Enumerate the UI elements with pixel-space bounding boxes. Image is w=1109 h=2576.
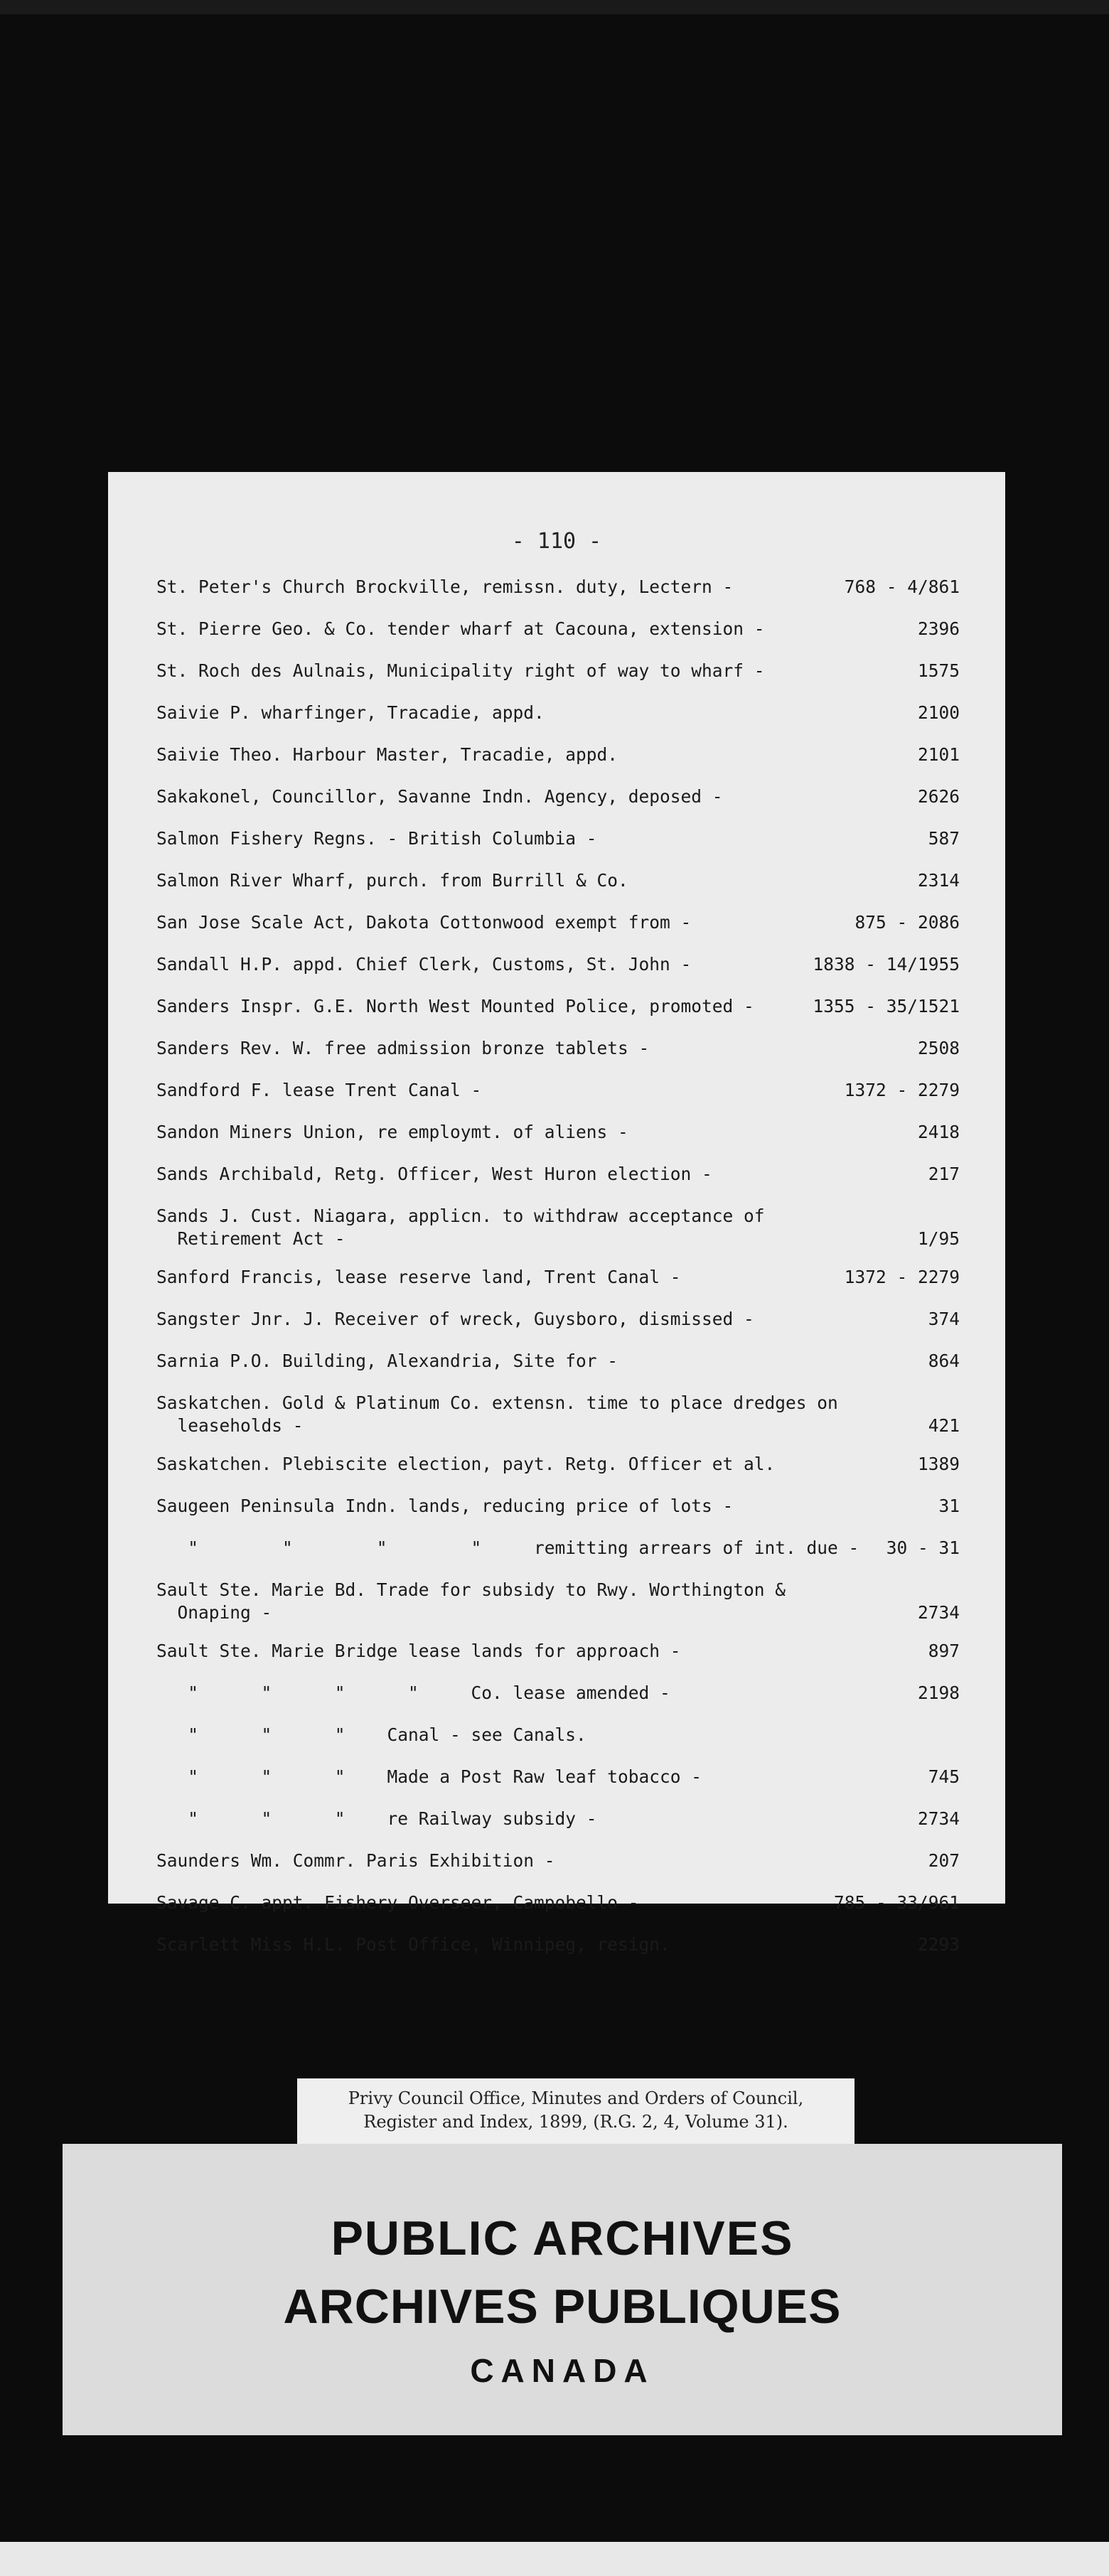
entry-text: Sanders Inspr. G.E. North West Mounted Police, promoted -	[156, 996, 754, 1016]
entry-text: Sands J. Cust. Niagara, applicn. to withdraw acceptance of Retirement Act -	[156, 1206, 765, 1249]
entry-reference: 1/95	[917, 1228, 960, 1249]
index-entry	[156, 1808, 960, 1830]
film-border-top	[0, 0, 1109, 14]
entry-reference: 2101	[917, 744, 960, 765]
entry-reference: 1575	[917, 660, 960, 681]
entry-text: Sands Archibald, Retg. Officer, West Huron election -	[156, 1164, 712, 1184]
entry-reference: 875 - 2086	[854, 912, 960, 933]
entry-text: Scarlett Miss H.L. Post Office, Winnipeg, resign.	[156, 1934, 670, 1955]
entry-text: Salmon River Wharf, purch. from Burrill & Co.	[156, 870, 628, 891]
entry-text: St. Pierre Geo. & Co. tender wharf at Cacouna, extension -	[156, 618, 765, 639]
entry-reference: 2396	[917, 618, 960, 639]
index-entry	[156, 618, 960, 640]
entry-text: " " " " remitting arrears of int. due -	[156, 1537, 859, 1558]
entry-text: " " " re Railway subsidy -	[156, 1808, 597, 1829]
entry-text: Sandford F. lease Trent Canal -	[156, 1080, 482, 1100]
index-entry	[156, 1079, 960, 1102]
entry-reference: 2626	[917, 786, 960, 807]
entry-text: Saskatchen. Plebiscite election, payt. Retg. Officer et al.	[156, 1454, 776, 1474]
stamp-line-1: PUBLIC ARCHIVES	[331, 2211, 794, 2265]
entry-reference: 1838 - 14/1955	[813, 954, 960, 975]
entry-reference: 1389	[917, 1454, 960, 1474]
archives-stamp	[63, 2144, 1062, 2435]
index-entry	[156, 1724, 960, 1746]
index-entry	[156, 869, 960, 892]
entry-reference: 30 - 31	[886, 1537, 960, 1558]
index-entry	[156, 953, 960, 976]
entry-text: San Jose Scale Act, Dakota Cottonwood exempt from -	[156, 912, 692, 933]
entry-text: Saivie Theo. Harbour Master, Tracadie, appd.	[156, 744, 618, 765]
entry-reference: 374	[928, 1309, 960, 1329]
index-entry	[156, 1392, 960, 1437]
entry-text: Sandon Miners Union, re employmt. of aliens -	[156, 1122, 628, 1142]
film-border-bottom	[0, 2542, 1109, 2576]
entry-reference: 2508	[917, 1038, 960, 1058]
entry-text: Sanders Rev. W. free admission bronze tablets -	[156, 1038, 650, 1058]
entry-reference: 217	[928, 1164, 960, 1184]
index-entry	[156, 1537, 960, 1560]
entry-reference: 768 - 4/861	[844, 576, 960, 597]
archive-caption	[297, 2078, 854, 2144]
caption-line-2: Register and Index, 1899, (R.G. 2, 4, Volume 31).	[363, 2112, 788, 2132]
entry-text: Saivie P. wharfinger, Tracadie, appd.	[156, 702, 545, 723]
index-entry	[156, 744, 960, 766]
index-entry	[156, 1640, 960, 1663]
ledger-page	[108, 472, 1005, 1955]
entry-reference: 1355 - 35/1521	[813, 996, 960, 1016]
entry-text: Saugeen Peninsula Indn. lands, reducing price of lots -	[156, 1496, 734, 1516]
index-entry	[156, 660, 960, 682]
page-number: - 110 -	[511, 529, 602, 554]
entry-text: " " " Made a Post Raw leaf tobacco -	[156, 1766, 702, 1787]
entry-text: Sangster Jnr. J. Receiver of wreck, Guysboro, dismissed -	[156, 1309, 754, 1329]
entry-text: St. Peter's Church Brockville, remissn. duty, Lectern -	[156, 576, 734, 597]
entry-text: Sakakonel, Councillor, Savanne Indn. Agency, deposed -	[156, 786, 723, 807]
entry-reference: 421	[928, 1415, 960, 1436]
entry-text: Sandall H.P. appd. Chief Clerk, Customs, St. John -	[156, 954, 692, 975]
entry-reference: 745	[928, 1766, 960, 1787]
index-entry	[156, 1205, 960, 1250]
entry-reference: 1372 - 2279	[844, 1267, 960, 1287]
index-entry	[156, 1453, 960, 1476]
entry-reference: 2734	[917, 1808, 960, 1829]
entry-text: " " " " Co. lease amended -	[156, 1683, 670, 1703]
index-entry	[156, 1682, 960, 1705]
index-entry	[156, 1308, 960, 1331]
index-entry	[156, 827, 960, 850]
entry-reference: 2293	[917, 1934, 960, 1955]
entry-text: Savage C. appt. Fishery Overseer, Campobello -	[156, 1892, 639, 1913]
stamp-line-2: ARCHIVES PUBLIQUES	[283, 2280, 842, 2334]
entry-text: Sarnia P.O. Building, Alexandria, Site for -	[156, 1351, 618, 1371]
entry-text: " " " Canal - see Canals.	[156, 1724, 586, 1745]
caption-line-1: Privy Council Office, Minutes and Orders of Council,	[348, 2088, 804, 2108]
entry-reference: 31	[938, 1496, 960, 1516]
index-entry	[156, 995, 960, 1018]
entry-reference: 587	[928, 828, 960, 849]
index-entry	[156, 702, 960, 724]
index-entry	[156, 1266, 960, 1289]
entry-text: Sault Ste. Marie Bridge lease lands for approach -	[156, 1641, 681, 1661]
index-entry	[156, 785, 960, 808]
index-entry	[156, 1037, 960, 1060]
entry-text: Sault Ste. Marie Bd. Trade for subsidy to Rwy. Worthington & Onaping -	[156, 1579, 786, 1623]
entry-text: Sanford Francis, lease reserve land, Trent Canal -	[156, 1267, 681, 1287]
entry-reference: 2734	[917, 1602, 960, 1623]
index-entry	[156, 1766, 960, 1788]
index-entry	[156, 1891, 960, 1914]
entry-reference: 2198	[917, 1683, 960, 1703]
entry-reference: 785 - 33/961	[833, 1892, 960, 1913]
entry-text: Salmon Fishery Regns. - British Columbia -	[156, 828, 597, 849]
index-entry	[156, 1495, 960, 1518]
entry-reference: 897	[928, 1641, 960, 1661]
entry-reference: 864	[928, 1351, 960, 1371]
entry-reference: 2100	[917, 702, 960, 723]
index-entry	[156, 911, 960, 934]
entry-reference: 207	[928, 1850, 960, 1871]
entry-text: Saunders Wm. Commr. Paris Exhibition -	[156, 1850, 555, 1871]
index-entry	[156, 1850, 960, 1872]
index-entry	[156, 1933, 960, 1956]
index-entry	[156, 1579, 960, 1624]
index-entry	[156, 1121, 960, 1144]
entry-reference: 2418	[917, 1122, 960, 1142]
index-entry	[156, 576, 960, 599]
entry-text: St. Roch des Aulnais, Municipality right of way to wharf -	[156, 660, 765, 681]
stamp-line-3: CANADA	[470, 2352, 655, 2389]
entry-text: Saskatchen. Gold & Platinum Co. extensn. time to place dredges on leaseholds -	[156, 1392, 838, 1436]
index-entry	[156, 1350, 960, 1373]
entry-reference: 2314	[917, 870, 960, 891]
entry-reference: 1372 - 2279	[844, 1080, 960, 1100]
index-entry	[156, 1163, 960, 1186]
index-entries	[156, 576, 960, 1975]
